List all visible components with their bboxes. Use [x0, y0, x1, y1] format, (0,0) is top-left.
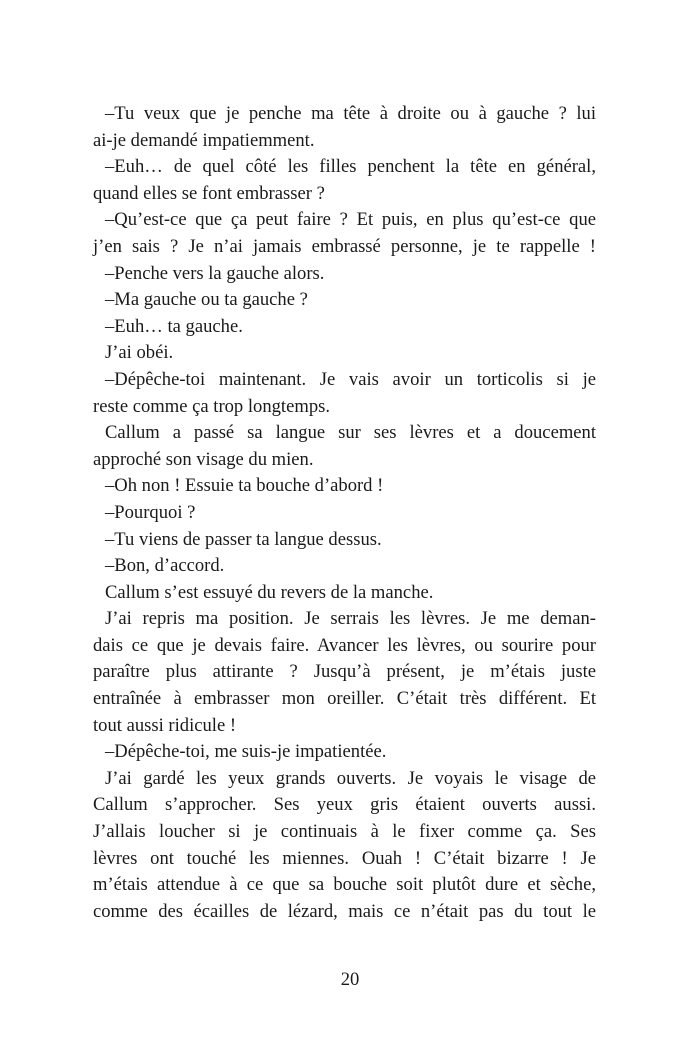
text-line: J’ai repris ma position. Je serrais les lèvres. Je me deman-	[105, 608, 596, 630]
text-line: –Euh… ta gauche.	[105, 315, 243, 337]
text-line: entraînée à embrasser mon oreiller. C’était très différent. Et	[93, 688, 596, 710]
text-line: m’étais attendue à ce que sa bouche soit plutôt dure et sèche,	[93, 874, 596, 896]
text-line: j’en sais ? Je n’ai jamais embrassé personne, je te rappelle !	[93, 235, 596, 257]
text-line: quand elles se font embrasser ?	[93, 182, 325, 204]
text-line: –Ma gauche ou ta gauche ?	[105, 289, 308, 311]
text-line: –Penche vers la gauche alors.	[105, 262, 325, 284]
text-line: J’allais loucher si je continuais à le fixer comme ça. Ses	[93, 821, 596, 843]
text-line: –Qu’est-ce que ça peut faire ? Et puis, en plus qu’est-ce que	[105, 209, 596, 231]
text-line: –Oh non ! Essuie ta bouche d’abord !	[105, 475, 384, 497]
text-line: –Bon, d’accord.	[105, 555, 225, 577]
page-number: 20	[340, 969, 360, 990]
text-line: Callum a passé sa langue sur ses lèvres et a doucement	[105, 422, 596, 444]
text-line: reste comme ça trop longtemps.	[93, 395, 330, 417]
text-line: J’ai obéi.	[105, 342, 174, 364]
text-line: J’ai gardé les yeux grands ouverts. Je voyais le visage de	[105, 767, 596, 789]
text-line: lèvres ont touché les miennes. Ouah ! C’était bizarre ! Je	[93, 847, 596, 869]
text-line: –Euh… de quel côté les filles penchent la tête en général,	[105, 156, 596, 178]
text-line: –Tu viens de passer ta langue dessus.	[105, 528, 382, 550]
text-line: –Dépêche-toi maintenant. Je vais avoir un torticolis si je	[105, 368, 596, 390]
text-line: tout aussi ridicule !	[93, 714, 237, 736]
text-line: –Pourquoi ?	[105, 501, 196, 523]
text-line: –Tu veux que je penche ma tête à droite ou à gauche ? lui	[105, 103, 596, 124]
text-line: approché son visage du mien.	[93, 448, 314, 470]
text-line: comme des écailles de lézard, mais ce n’était pas du tout le	[93, 900, 596, 922]
text-line: –Dépêche-toi, me suis-je impatientée.	[105, 741, 387, 763]
text-line: Callum s’est essuyé du revers de la manche.	[105, 581, 434, 603]
text-line: dais ce que je devais faire. Avancer les lèvres, ou sourire pour	[93, 634, 596, 656]
body-text	[93, 101, 596, 925]
text-line: paraître plus attirante ? Jusqu’à présent, je m’étais juste	[93, 661, 596, 683]
text-line: Callum s’approcher. Ses yeux gris étaient ouverts aussi.	[93, 794, 596, 816]
text-line: ai-je demandé impatiemment.	[93, 129, 315, 151]
